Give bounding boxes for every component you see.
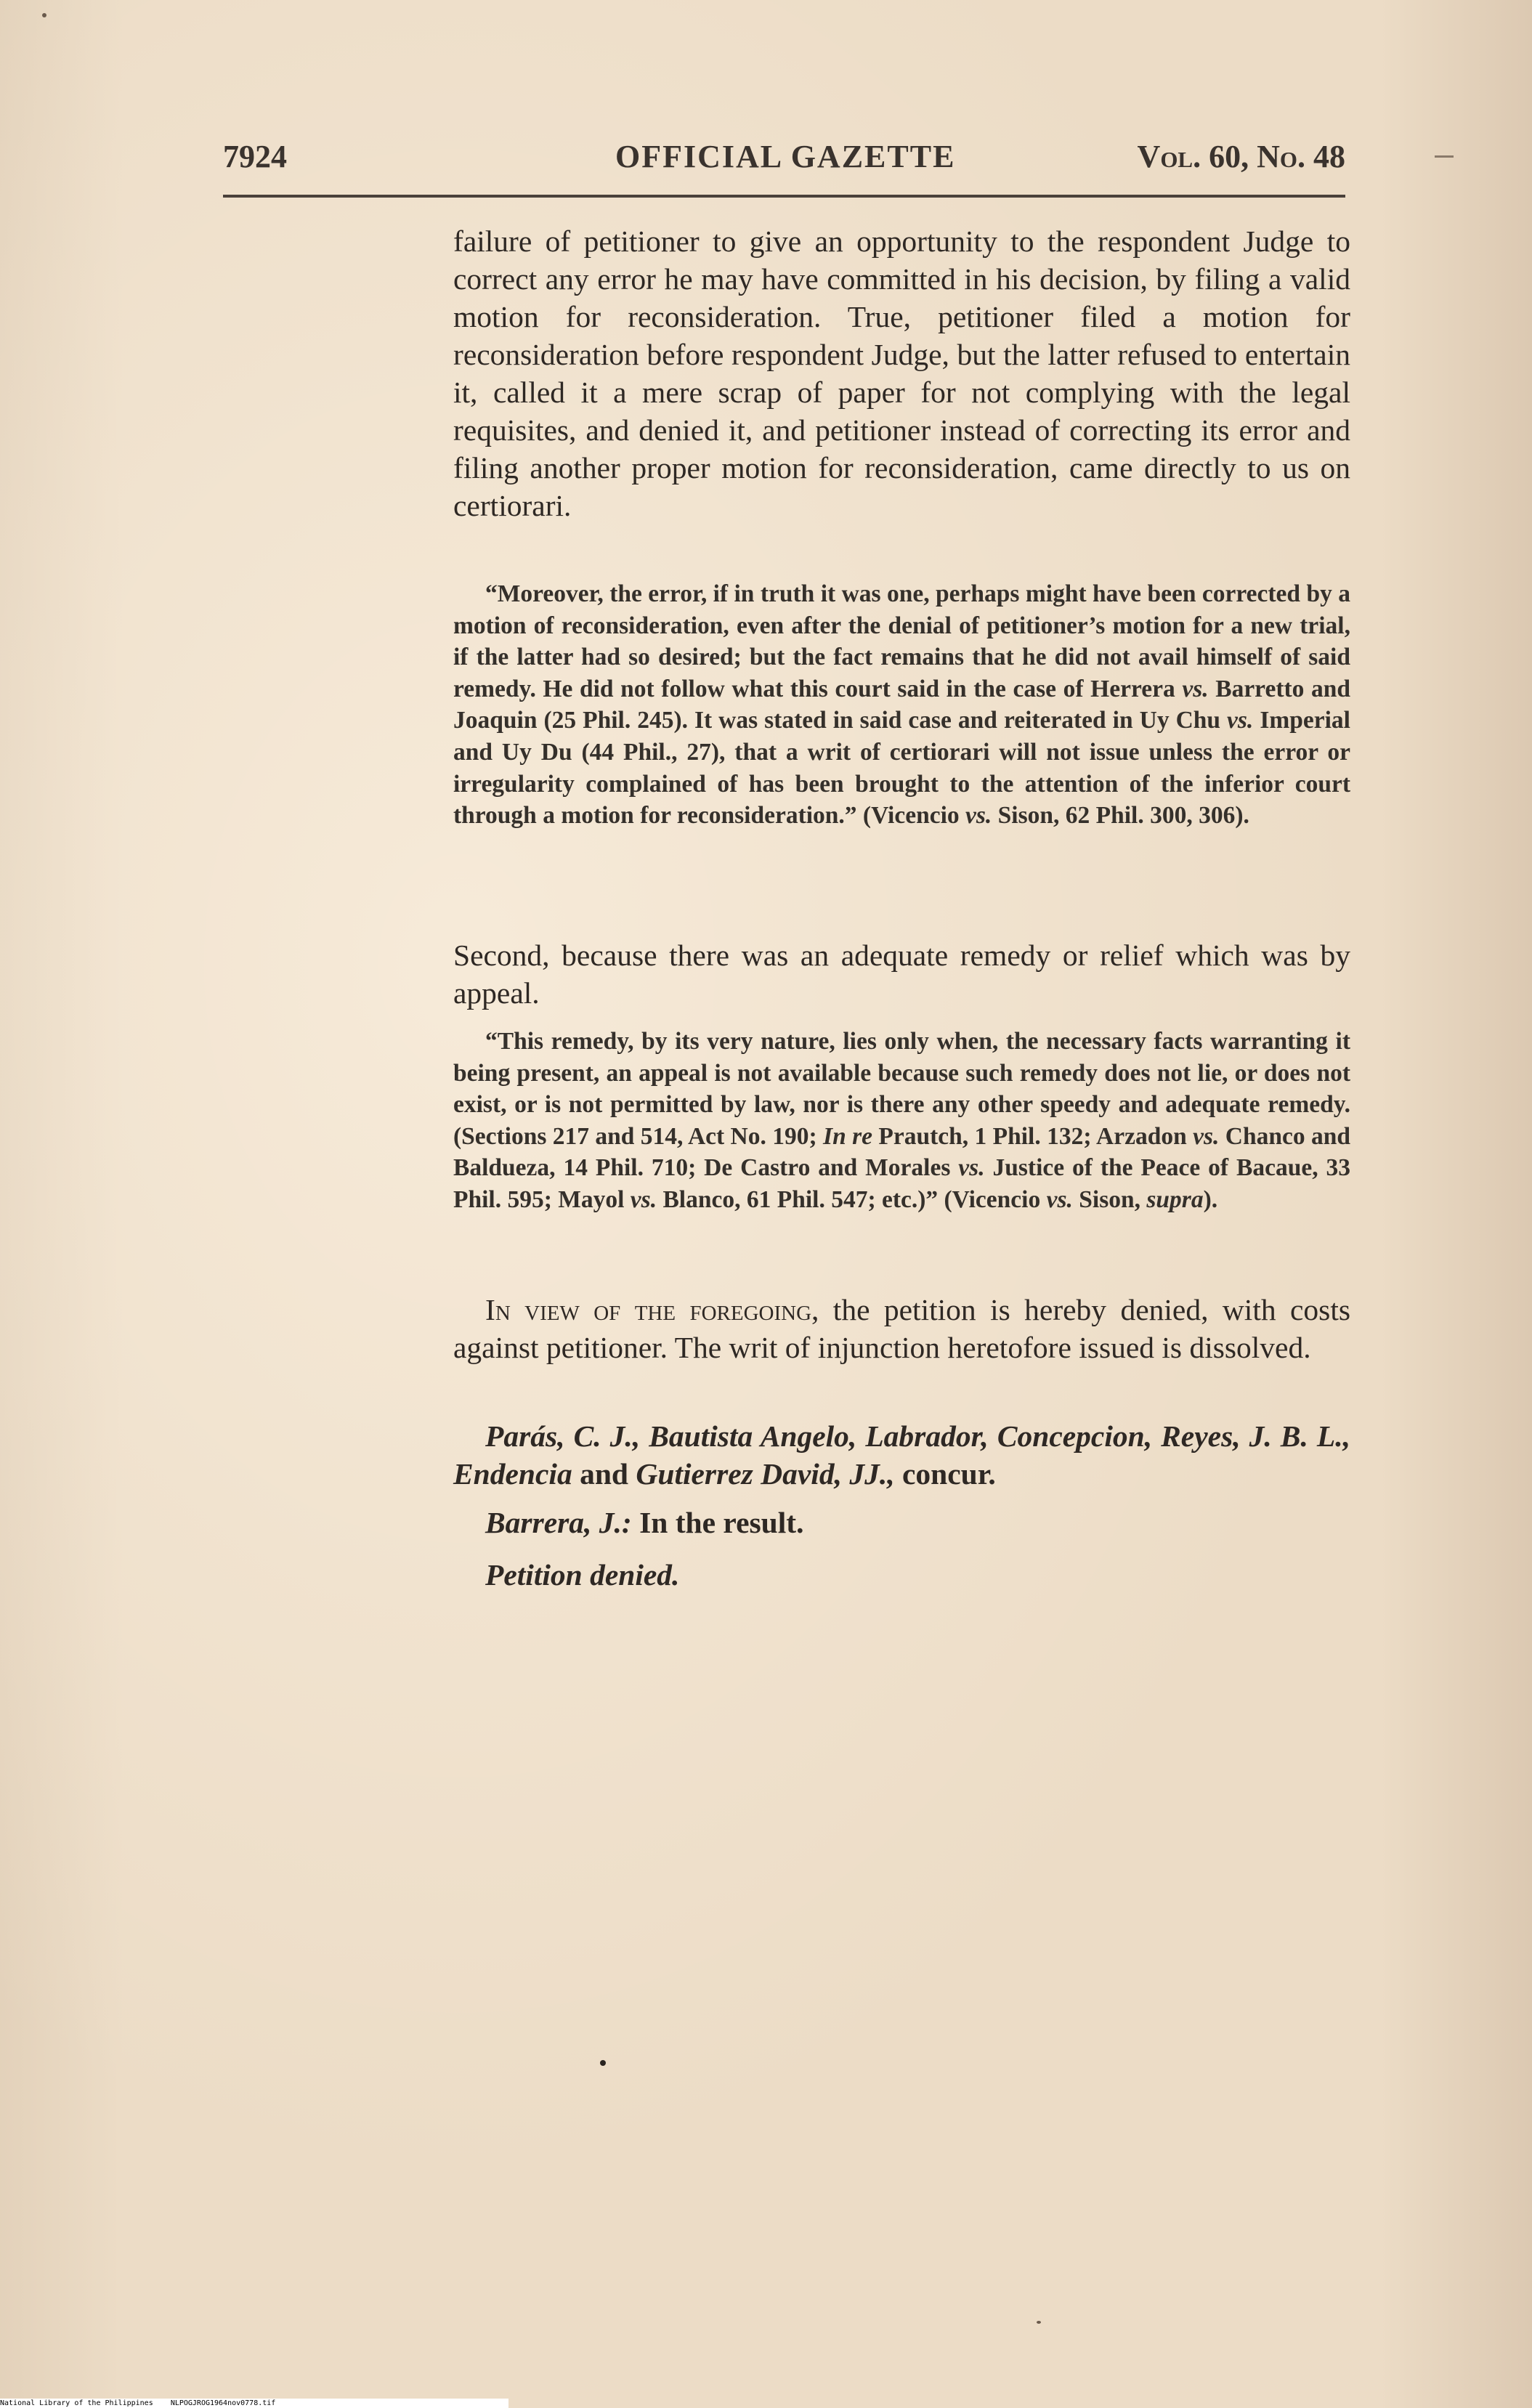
paragraph-barrera	[453, 1504, 1350, 1541]
quote-text: “Moreover, the error, if in truth it was one, perhaps might have been corrected by a motion of reconsideration, even after the denial of petitioner’s motion for a new trial, if the latter had so desired; but the fact remains that he did not avail himself of said remedy. He did not follow what this court said in the case of Herrera vs. Barretto and Joaquin (25 Phil. 245). It was stated in said case and reiterated in Uy Chu vs. Imperial and Uy Du (44 Phil., 27), that a writ of certiorari will not issue unless the error or irregularity complained of has been brought to the attention of the inferior court through a motion for reconsideration.” (Vicencio vs. Sison, 62 Phil. 300, 306).	[453, 580, 1351, 830]
quote-text: “This remedy, by its very nature, lies only when, the necessary facts warranting it being present, an appeal is not available because such remedy does not lie, or does not exist, or is not permitted by law, nor is there any other speedy and adequate remedy. (Sections 217 and 514, Act No. 190; In re Prautch, 1 Phil. 132; Arzadon vs. Chanco and Baldueza, 14 Phil. 710; De Castro and Morales vs. Justice of the Peace of Bacaue, 33 Phil. 595; Mayol vs. Blanco, 61 Phil. 547; etc.)” (Vicencio vs. Sison, supra).	[453, 1028, 1351, 1213]
paragraph-failure	[453, 222, 1350, 524]
justice-name: Barrera, J.:	[485, 1506, 632, 1539]
library-label: National Library of the Philippines	[0, 2399, 153, 2407]
margin-mark	[1435, 155, 1454, 158]
volume-number: Vol. 60, No. 48	[1137, 139, 1345, 174]
paragraph-text: Second, because there was an adequate remedy or relief which was by appeal.	[453, 939, 1350, 1010]
print-speck	[1037, 2321, 1041, 2324]
disposition-lead: In view of the foregoing,	[485, 1293, 819, 1326]
paragraph-text: failure of petitioner to give an opportunity to the respondent Judge to correct any error he may have committed in his decision, by filing a valid motion for reconsideration. True, petitioner filed a motion for reconsideration before respondent Judge, but the latter refused to entertain it, called it a mere scrap of paper for not complying with the legal requisites, and denied it, and petitioner instead of correcting its error and filing another proper motion for reconsideration, came directly to us on certiorari.	[453, 224, 1350, 522]
page-number: 7924	[223, 139, 287, 174]
paragraph-disposition	[453, 1291, 1350, 1366]
publication-title: OFFICIAL GAZETTE	[615, 139, 956, 174]
print-speck	[42, 13, 46, 17]
scan-footer	[0, 2399, 508, 2408]
page-header	[223, 138, 1345, 182]
paragraph-text: Parás, C. J., Bautista Angelo, Labrador, Concepcion, Reyes, J. B. L., Endencia and Gutierrez David, JJ., concur.	[453, 1419, 1350, 1491]
paragraph-text: In view of the foregoing, the petition is hereby denied, with costs against petitioner. The writ of injunction heretofore issued is dissolved.	[453, 1293, 1351, 1364]
header-rule	[223, 195, 1345, 198]
block-quote-moreover	[453, 578, 1350, 832]
print-speck	[600, 2060, 606, 2066]
block-quote-remedy	[453, 1026, 1350, 1216]
justices-names: Parás, C. J., Bautista Angelo, Labrador, Concepcion, Reyes, J. B. L., Endencia	[453, 1419, 1350, 1491]
paragraph-text: Barrera, J.: In the result.	[485, 1506, 804, 1539]
paragraph-concurrence	[453, 1417, 1350, 1493]
file-label: NLPOGJROG1964nov0778.tif	[170, 2399, 276, 2407]
paragraph-second	[453, 936, 1350, 1012]
paragraph-result	[453, 1556, 1350, 1594]
result-text: Petition denied.	[485, 1558, 680, 1592]
